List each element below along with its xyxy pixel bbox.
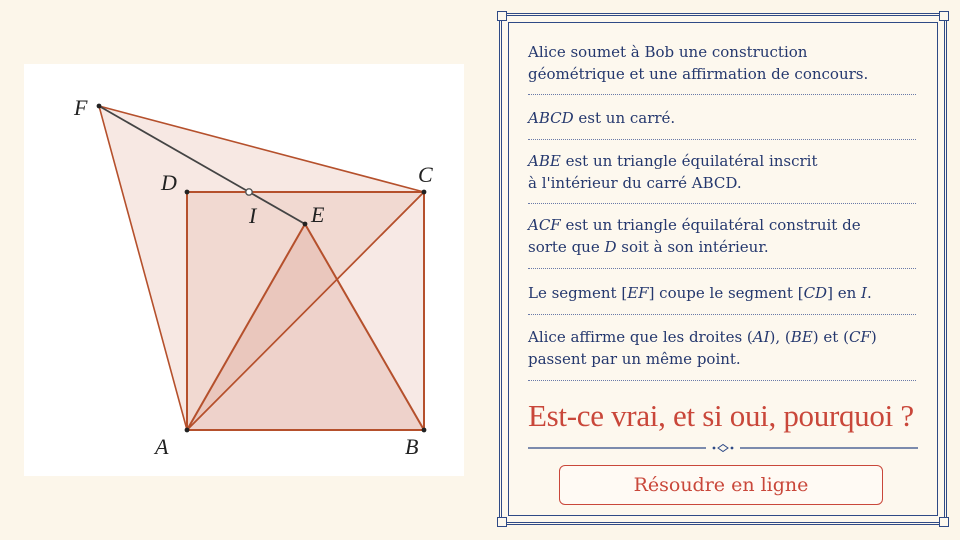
statement-text: passent par un même point. bbox=[528, 350, 741, 368]
dotted-separator bbox=[528, 268, 916, 269]
point-i bbox=[246, 189, 252, 195]
label-f: F bbox=[74, 95, 88, 120]
geometry-figure-panel bbox=[24, 64, 464, 476]
question-heading: Est-ce vrai, et si oui, pourquoi ? bbox=[528, 398, 914, 433]
statement-math: CF bbox=[848, 328, 871, 346]
statement-math: ABCD bbox=[528, 109, 574, 127]
statement-text: à l'intérieur du carré ABCD. bbox=[528, 174, 742, 192]
dotted-separator bbox=[528, 380, 916, 381]
label-d: D bbox=[161, 170, 177, 195]
statement-intro bbox=[528, 41, 918, 85]
dotted-separator bbox=[528, 139, 916, 140]
point-c bbox=[422, 190, 427, 195]
dotted-separator bbox=[528, 203, 916, 204]
statement-text: ] coupe le segment [ bbox=[648, 284, 804, 302]
label-i: I bbox=[249, 203, 257, 228]
label-a: A bbox=[155, 434, 169, 459]
statement-triangle-acf bbox=[528, 214, 918, 258]
corner-ornament bbox=[939, 11, 949, 21]
point-a bbox=[185, 428, 190, 433]
label-c: C bbox=[418, 162, 433, 187]
label-b: B bbox=[405, 434, 419, 459]
statement-claim bbox=[528, 326, 918, 370]
statement-math: ACF bbox=[528, 216, 561, 234]
statement-text: Alice soumet à Bob une construction bbox=[528, 43, 808, 61]
statement-text: soit à son intérieur. bbox=[616, 238, 769, 256]
point-e bbox=[303, 222, 308, 227]
statement-math: CD bbox=[803, 284, 828, 302]
statement-text: ) bbox=[870, 328, 877, 346]
statement-text: est un triangle équilatéral inscrit bbox=[560, 152, 818, 170]
statement-segment bbox=[528, 282, 918, 304]
dotted-separator bbox=[528, 94, 916, 95]
point-b bbox=[422, 428, 427, 433]
statement-math: ABE bbox=[528, 152, 561, 170]
geometry-figure bbox=[24, 64, 464, 476]
corner-ornament bbox=[497, 11, 507, 21]
corner-ornament bbox=[497, 517, 507, 527]
statement-math: BE bbox=[790, 328, 813, 346]
statement-text: Alice affirme que les droites ( bbox=[528, 328, 753, 346]
solve-online-button[interactable]: Résoudre en ligne bbox=[559, 465, 883, 505]
statement-text: géométrique et une affirmation de concours. bbox=[528, 65, 869, 83]
statement-math: I bbox=[861, 284, 867, 302]
label-e: E bbox=[311, 202, 325, 227]
statement-text: ), ( bbox=[769, 328, 791, 346]
dotted-separator bbox=[528, 314, 916, 315]
statement-text: est un carré. bbox=[573, 109, 676, 127]
statement-text: . bbox=[866, 284, 872, 302]
statement-math: EF bbox=[627, 284, 649, 302]
point-f bbox=[97, 104, 102, 109]
statement-text: ) et ( bbox=[812, 328, 849, 346]
statement-math: AI bbox=[752, 328, 770, 346]
problem-card bbox=[499, 13, 947, 525]
statement-triangle-abe bbox=[528, 150, 918, 194]
corner-ornament bbox=[939, 517, 949, 527]
statement-text: sorte que bbox=[528, 238, 605, 256]
statement-text: Le segment [ bbox=[528, 284, 628, 302]
statement-text: est un triangle équilatéral construit de bbox=[560, 216, 861, 234]
statement-square bbox=[528, 107, 918, 129]
statement-math: D bbox=[604, 238, 617, 256]
point-d bbox=[185, 190, 190, 195]
statement-text: ] en bbox=[827, 284, 862, 302]
divider-ornament bbox=[528, 442, 918, 454]
